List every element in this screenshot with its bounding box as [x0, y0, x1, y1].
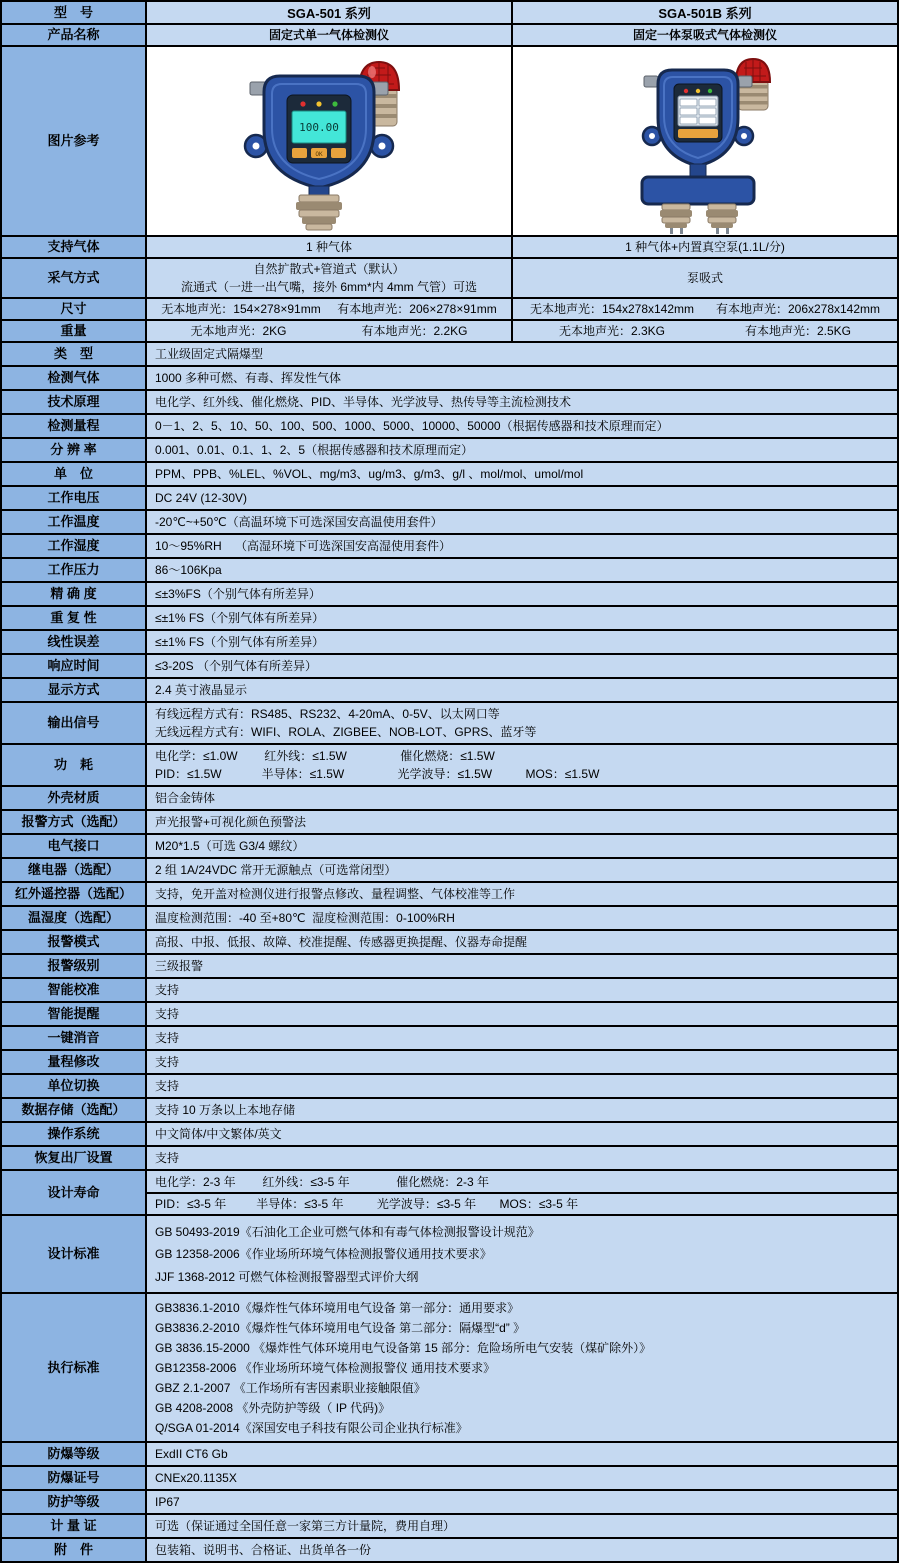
value-cell: [147, 1075, 897, 1097]
row-label: 恢复出厂设置: [2, 1147, 147, 1169]
row-label: 图片参考: [2, 47, 147, 235]
value-line: 有本地声光：206×278×91mm: [337, 301, 497, 316]
product-image-sga501: [204, 48, 454, 234]
row-label: 报警级别: [2, 955, 147, 977]
row-label: 检测气体: [2, 367, 147, 389]
value-cell: [147, 1147, 897, 1169]
spec-row: [2, 1027, 897, 1051]
value-cell: [147, 1467, 897, 1489]
product-image-cell-2: [513, 47, 897, 235]
row-label: 型 号: [2, 2, 147, 23]
value-line: 10～95%RH （高湿环境下可选深国安高湿使用套件）: [155, 538, 452, 553]
spec-row: [2, 1294, 897, 1443]
row-label: 智能校准: [2, 979, 147, 1001]
value-line: Q/SGA 01-2014《深国安电子科技有限公司企业执行标准》: [155, 1421, 468, 1436]
value-line: -20℃~+50℃（高温环境下可选深国安高温使用套件）: [155, 514, 443, 529]
value-line: 1 种气体+内置真空泵(1.1L/分): [625, 239, 785, 254]
row-label: 分 辨 率: [2, 439, 147, 461]
value-line: 无本地声光：2.3KG: [558, 323, 666, 338]
value-cell: [147, 1443, 897, 1465]
value-line: ≤±1% FS（个别气体有所差异）: [155, 634, 325, 649]
spec-row: [2, 367, 897, 391]
value-cell: [147, 1216, 897, 1292]
row-label: 线性误差: [2, 631, 147, 653]
value-line: ≤3-20S （个别气体有所差异）: [155, 658, 317, 673]
spec-row: [2, 787, 897, 811]
value-cell: [147, 487, 897, 509]
row-label: 采气方式: [2, 259, 147, 297]
value-cell: [147, 631, 897, 653]
value-cell: [147, 343, 897, 365]
series-2-cell: [513, 299, 897, 319]
spec-row: [2, 703, 897, 745]
button-strip: [678, 129, 718, 138]
series-1-cell: [147, 259, 513, 297]
value-line: 支持: [155, 1054, 180, 1069]
value-line: 电化学、红外线、催化燃烧、PID、半导体、光学波导、热传导等主流检测技术: [155, 394, 572, 409]
row-label: 重量: [2, 321, 147, 341]
spec-row: [2, 631, 897, 655]
pump-inlet-left: [660, 204, 692, 234]
value-line: 三级报警: [155, 958, 204, 973]
value-cell: [147, 907, 897, 929]
row-label: 操作系统: [2, 1123, 147, 1145]
value-line: GB12358-2006 《作业场所环境气体检测报警仪 通用技术要求》: [155, 1360, 496, 1375]
value-line: GB 12358-2006《作业场所环境气体检测报警仪通用技术要求》: [155, 1247, 492, 1262]
pump-base: [642, 164, 754, 204]
spec-row: [2, 439, 897, 463]
spec-row: [2, 745, 897, 787]
value-cell: [147, 1171, 897, 1215]
value-cell: [147, 1491, 897, 1513]
value-cell: [147, 1515, 897, 1537]
value-line: 包装箱、说明书、合格证、出货单各一份: [155, 1543, 372, 1558]
row-label: 输出信号: [2, 703, 147, 743]
value-cell: [147, 883, 897, 905]
value-cell: [147, 787, 897, 809]
value-line: 电化学：2-3 年 红外线：≤3-5 年 催化燃烧：2-3 年: [155, 1174, 489, 1189]
value-line: 0.001、0.01、0.1、1、2、5（根据传感器和技术原理而定）: [155, 442, 474, 457]
spec-row: [2, 955, 897, 979]
value-line: 支持，免开盖对检测仪进行报警点修改、量程调整、气体校准等工作: [155, 886, 516, 901]
value-line: 支持: [155, 982, 180, 997]
value-cell: [147, 931, 897, 953]
value-line: JJF 1368-2012 可燃气体检测报警器型式评价大纲: [155, 1269, 419, 1284]
spec-row: [2, 859, 897, 883]
spec-row: [2, 679, 897, 703]
row-label: 防护等级: [2, 1491, 147, 1513]
value-line: GB 3836.15-2000 《爆炸性气体环境用电气设备第 15 部分：危险场所电气安装（煤矿除外）》: [155, 1340, 652, 1355]
value-cell: [147, 463, 897, 485]
spec-row: [2, 299, 897, 321]
value-line: M20*1.5（可选 G3/4 螺纹）: [155, 838, 305, 853]
value-cell: [147, 679, 897, 701]
spec-row: [2, 1539, 897, 1561]
value-line: 自然扩散式+管道式（默认）: [253, 261, 405, 276]
spec-row: [2, 835, 897, 859]
spec-row: [2, 259, 897, 299]
spec-row: [2, 655, 897, 679]
value-cell: [147, 745, 897, 785]
value-line: 86～106Kpa: [155, 562, 222, 577]
value-cell: [147, 1027, 897, 1049]
value-line: IP67: [155, 1495, 180, 1510]
spec-row: [2, 1467, 897, 1491]
value-line: ≤±3%FS（个别气体有所差异）: [155, 586, 321, 601]
value-line: GB3836.1-2010《爆炸性气体环境用电气设备 第一部分：通用要求》: [155, 1300, 520, 1315]
spec-row: [2, 2, 897, 25]
row-label: 工作压力: [2, 559, 147, 581]
row-label: 继电器（选配）: [2, 859, 147, 881]
value-cell: [147, 535, 897, 557]
series-2-cell: [513, 237, 897, 257]
spec-row: [2, 1099, 897, 1123]
spec-row: [2, 25, 897, 47]
value-cell: [147, 415, 897, 437]
series-1-cell: [147, 299, 513, 319]
value-line: 支持: [155, 1006, 180, 1021]
series-1-cell: SGA-501 系列: [147, 2, 513, 23]
spec-row: [2, 1443, 897, 1467]
spec-row: [2, 1147, 897, 1171]
row-label: 外壳材质: [2, 787, 147, 809]
value-cell: [147, 1123, 897, 1145]
button-right: [331, 148, 346, 158]
value-line: 电化学：≤1.0W 红外线：≤1.5W 催化燃烧：≤1.5W: [155, 748, 495, 763]
row-label: 响应时间: [2, 655, 147, 677]
value-line: PPM、PPB、%LEL、%VOL、mg/m3、ug/m3、g/m3、g/l 、mol/mol、umol/mol: [155, 466, 584, 481]
spec-row: [2, 1491, 897, 1515]
value-line: 有本地声光：206x278x142mm: [715, 301, 881, 316]
spec-row: [2, 1171, 897, 1217]
row-label: 类 型: [2, 343, 147, 365]
row-label: 一键消音: [2, 1027, 147, 1049]
spec-row: [2, 487, 897, 511]
value-line: CNEx20.1135X: [155, 1471, 237, 1486]
screen-reading: 100.00: [299, 120, 339, 134]
row-label: 电气接口: [2, 835, 147, 857]
value-line: 2 组 1A/24VDC 常开无源触点（可选常闭型）: [155, 862, 397, 877]
cable-gland-right: [738, 76, 752, 87]
row-label: 工作湿度: [2, 535, 147, 557]
row-label: 报警方式（选配）: [2, 811, 147, 833]
value-cell: [147, 655, 897, 677]
value-cell: [147, 811, 897, 833]
row-label: 重 复 性: [2, 607, 147, 629]
row-label: 功 耗: [2, 745, 147, 785]
series-1-cell: 固定式单一气体检测仪: [147, 25, 513, 45]
row-label: 设计标准: [2, 1216, 147, 1292]
value-line: 支持: [155, 1030, 180, 1045]
spec-row: [2, 811, 897, 835]
row-label: 计 量 证: [2, 1515, 147, 1537]
spec-row: [2, 583, 897, 607]
value-line: GB 50493-2019《石油化工企业可燃气体和有毒气体检测报警设计规范》: [155, 1224, 540, 1239]
row-label: 报警模式: [2, 931, 147, 953]
spec-row: [2, 391, 897, 415]
value-line: 支持 10 万条以上本地存储: [155, 1102, 296, 1117]
value-line: 无本地声光：2KG: [190, 323, 287, 338]
spec-row: [2, 1051, 897, 1075]
led-fault: [316, 101, 321, 106]
value-line: 无本地声光：154×278×91mm: [161, 301, 321, 316]
spec-row: [2, 883, 897, 907]
value-cell: [147, 1539, 897, 1561]
spec-row: [2, 907, 897, 931]
row-label: 精 确 度: [2, 583, 147, 605]
led-alarm: [300, 101, 305, 106]
spec-row: [2, 1515, 897, 1539]
value-cell: [147, 1003, 897, 1025]
value-line: 铝合金铸体: [155, 790, 216, 805]
spec-row: [2, 343, 897, 367]
value-line: 有本地声光：2.5KG: [744, 323, 852, 338]
value-line: GBZ 2.1-2007 《工作场所有害因素职业接触限值》: [155, 1381, 426, 1395]
row-label: 检测量程: [2, 415, 147, 437]
spec-row: [2, 237, 897, 259]
row-label: 产品名称: [2, 25, 147, 45]
value-line: 工业级固定式隔爆型: [155, 346, 264, 361]
value-cell: [147, 367, 897, 389]
row-label: 防爆等级: [2, 1443, 147, 1465]
row-label: 防爆证号: [2, 1467, 147, 1489]
value-line: 可选（保证通过全国任意一家第三方计量院，费用自理）: [155, 1519, 456, 1534]
pump-inlet-right: [706, 204, 738, 234]
ok-button-label: OK: [315, 150, 323, 158]
row-label: 支持气体: [2, 237, 147, 257]
value-line: GB3836.2-2010《爆炸性气体环境用电气设备 第二部分：隔爆型“d” 》: [155, 1320, 526, 1335]
value-line: PID：≤3-5 年 半导体：≤3-5 年 光学波导：≤3-5 年 MOS：≤3-5 年: [147, 1192, 897, 1214]
value-line: 无线远程方式有：WIFI、ROLA、ZIGBEE、NOB-LOT、GPRS、蓝牙等: [155, 724, 537, 739]
product-image-cell-1: [147, 47, 513, 235]
value-cell: [147, 511, 897, 533]
value-line: 1 种气体: [305, 239, 352, 254]
value-cell: [147, 955, 897, 977]
value-line: 高报、中报、低报、故障、校准提醒、传感器更换提醒、仪器寿命提醒: [155, 934, 528, 949]
value-cell: [147, 1051, 897, 1073]
value-line: 支持: [155, 1150, 180, 1165]
value-line: 支持: [155, 1078, 180, 1093]
row-label: 红外遥控器（选配）: [2, 883, 147, 905]
device-screen: [287, 95, 351, 163]
product-image-sga501b: [580, 48, 830, 234]
value-line: 1000 多种可燃、有毒、挥发性气体: [155, 370, 342, 385]
row-label: 执行标准: [2, 1294, 147, 1441]
value-line: ≤±1% FS（个别气体有所差异）: [155, 610, 325, 625]
row-label: 技术原理: [2, 391, 147, 413]
spec-row: [2, 931, 897, 955]
spec-row: [2, 1123, 897, 1147]
series-2-cell: SGA-501B 系列: [658, 6, 752, 21]
value-line: DC 24V (12-30V): [155, 490, 248, 505]
spec-row: [2, 979, 897, 1003]
value-line: 温度检测范围：-40 至+80℃ 湿度检测范围：0-100%RH: [155, 910, 455, 925]
led-power: [332, 101, 337, 106]
value-line: ExdII CT6 Gb: [155, 1447, 228, 1462]
value-line: 0－1、2、5、10、50、100、500、1000、5000、10000、50000（根据传感器和技术原理而定）: [155, 418, 669, 433]
value-line: 2.4 英寸液晶显示: [155, 682, 248, 697]
spec-row: [2, 415, 897, 439]
value-cell: [147, 391, 897, 413]
spec-row: [2, 1075, 897, 1099]
row-label: 工作温度: [2, 511, 147, 533]
spec-row: [2, 47, 897, 237]
value-line: 中文简体/中文繁体/英文: [155, 1126, 282, 1141]
series-2-cell: [513, 321, 897, 341]
value-line: 泵吸式: [686, 270, 723, 285]
value-cell: [147, 1294, 897, 1441]
spec-row: [2, 535, 897, 559]
value-line: 有线远程方式有：RS485、RS232、4-20mA、0-5V、以太网口等: [155, 706, 500, 721]
value-cell: [147, 439, 897, 461]
value-cell: [147, 1099, 897, 1121]
value-cell: [147, 607, 897, 629]
value-line: PID：≤1.5W 半导体：≤1.5W 光学波导：≤1.5W MOS：≤1.5W: [155, 766, 600, 781]
spec-row: [2, 1003, 897, 1027]
spec-row: [2, 607, 897, 631]
row-label: 设计寿命: [2, 1171, 147, 1215]
row-label: 智能提醒: [2, 1003, 147, 1025]
value-cell: [147, 859, 897, 881]
spec-row: [2, 1216, 897, 1294]
value-cell: [147, 559, 897, 581]
sensor-head: [296, 186, 342, 230]
value-line: 无本地声光：154x278x142mm: [529, 301, 695, 316]
series-2-cell: [513, 259, 897, 297]
row-label: 尺寸: [2, 299, 147, 319]
spec-row: [2, 463, 897, 487]
row-label: 温湿度（选配）: [2, 907, 147, 929]
button-left: [292, 148, 307, 158]
row-label: 单 位: [2, 463, 147, 485]
cable-gland-left: [644, 76, 658, 87]
spec-row: [2, 321, 897, 343]
row-label: 附 件: [2, 1539, 147, 1561]
device-screen: [674, 84, 722, 142]
series-2-cell: 固定一体泵吸式气体检测仪: [632, 28, 777, 43]
row-label: 数据存储（选配）: [2, 1099, 147, 1121]
row-label: 显示方式: [2, 679, 147, 701]
spec-row: [2, 559, 897, 583]
value-cell: [147, 979, 897, 1001]
row-label: 单位切换: [2, 1075, 147, 1097]
series-1-cell: [147, 237, 513, 257]
series-1-cell: [147, 321, 513, 341]
spec-row: [2, 511, 897, 535]
value-line: 声光报警+可视化颜色预警法: [155, 814, 307, 829]
value-cell: [147, 835, 897, 857]
value-line: 流通式（一进一出气嘴，接外 6mm*内 4mm 气管）可选: [180, 279, 477, 294]
row-label: 工作电压: [2, 487, 147, 509]
value-cell: [147, 703, 897, 743]
value-line: 有本地声光：2.2KG: [361, 323, 468, 338]
row-label: 量程修改: [2, 1051, 147, 1073]
value-line: GB 4208-2008 《外壳防护等级（ IP 代码)》: [155, 1401, 391, 1416]
value-cell: [147, 583, 897, 605]
